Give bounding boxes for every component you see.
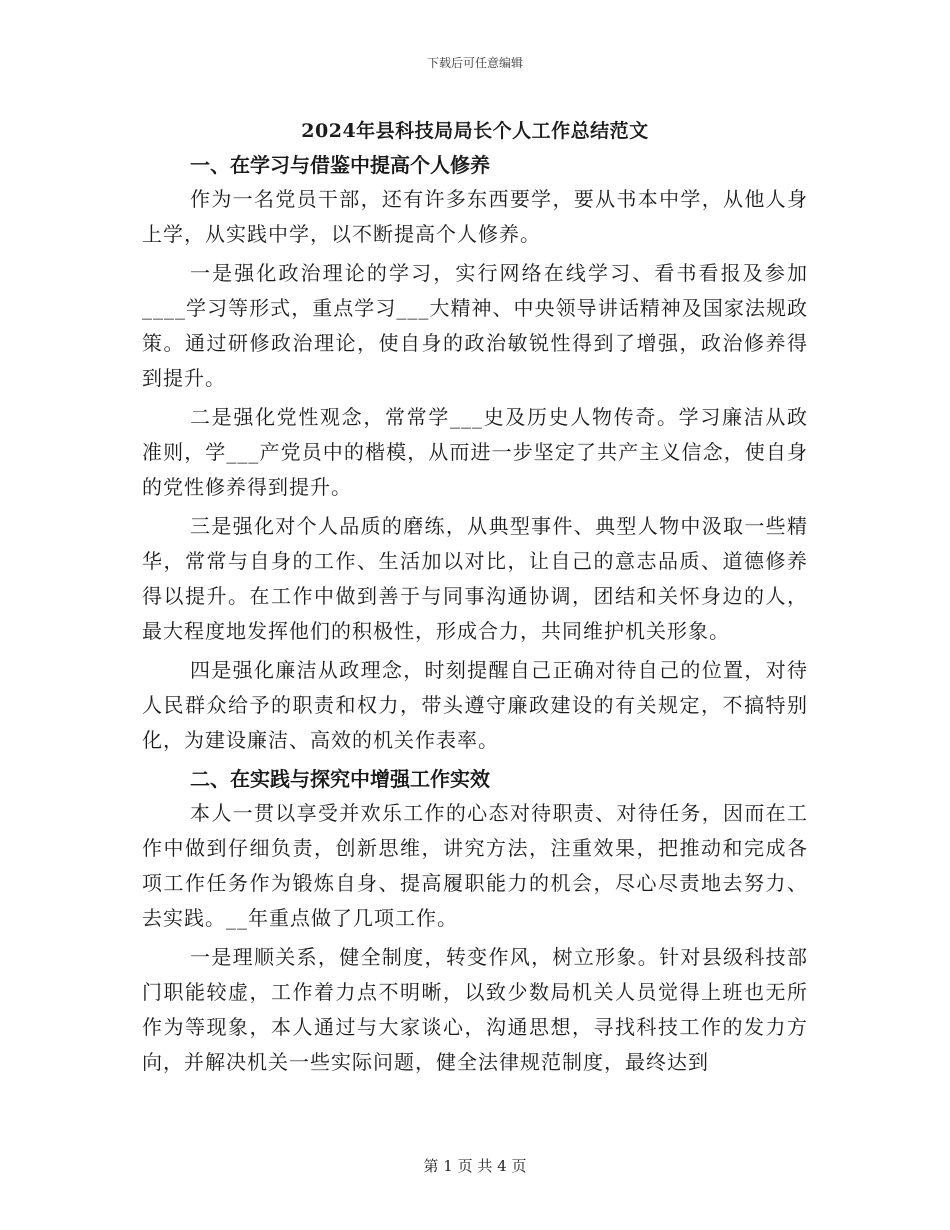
section-2-paragraph-2: 一是理顺关系，健全制度，转变作风，树立形象。针对县级科技部门职能较虚，工作着力点不明晰，以致少数局机关人员觉得上班也无所作为等现象，本人通过与大家谈心，沟通思想，寻找科技工作的发力方向，并解决机关一些实际问题，健全法律规范制度，最终达到 bbox=[142, 945, 808, 1074]
section-2-paragraph-1: 本人一贯以享受并欢乐工作的心态对待职责、对待任务，因而在工作中做到仔细负责，创新思维，讲究方法，注重效果，把推动和完成各项工作任务作为锻炼自身、提高履职能力的机会，尽心尽责地去努力、去实践。__年重点做了几项工作。 bbox=[142, 801, 808, 930]
document-title: 2024年县科技局局长个人工作总结范文 bbox=[301, 120, 649, 142]
section-1-paragraph-3: 二是强化党性观念，常常学___史及历史人物传奇。学习廉洁从政准则，学___产党员中的楷模，从而进一步坚定了共产主义信念，使自身的党性修养得到提升。 bbox=[142, 405, 808, 499]
header-note: 下载后可任意编辑 bbox=[426, 56, 523, 70]
section-1-paragraph-2: 一是强化政治理论的学习，实行网络在线学习、看书看报及参加____学习等形式，重点学习___大精神、中央领导讲话精神及国家法规政策。通过研修政治理论，使自身的政治敏锐性得到了增强，政治修养得到提升。 bbox=[142, 261, 808, 390]
section-1-paragraph-4: 三是强化对个人品质的磨练，从典型事件、典型人物中汲取一些精华，常常与自身的工作、生活加以对比，让自己的意志品质、道德修养得以提升。在工作中做到善于与同事沟通协调，团结和关怀身边的人，最大程度地发挥他们的积极性，形成合力，共同维护机关形象。 bbox=[142, 514, 808, 643]
section-heading-1: 一、在学习与借鉴中提高个人修养 bbox=[190, 153, 490, 177]
document-body bbox=[142, 148, 808, 1084]
section-heading-2: 二、在实践与探究中增强工作实效 bbox=[190, 767, 490, 791]
section-1-paragraph-5: 四是强化廉洁从政理念，时刻提醒自己正确对待自己的位置，对待人民群众给予的职责和权力，带头遵守廉政建设的有关规定，不搞特别化，为建设廉洁、高效的机关作表率。 bbox=[142, 658, 808, 752]
section-1-paragraph-1: 作为一名党员干部，还有许多东西要学，要从书本中学，从他人身上学，从实践中学，以不断提高个人修养。 bbox=[142, 187, 808, 246]
page-number-footer: 第 1 页 共 4 页 bbox=[423, 1157, 527, 1175]
